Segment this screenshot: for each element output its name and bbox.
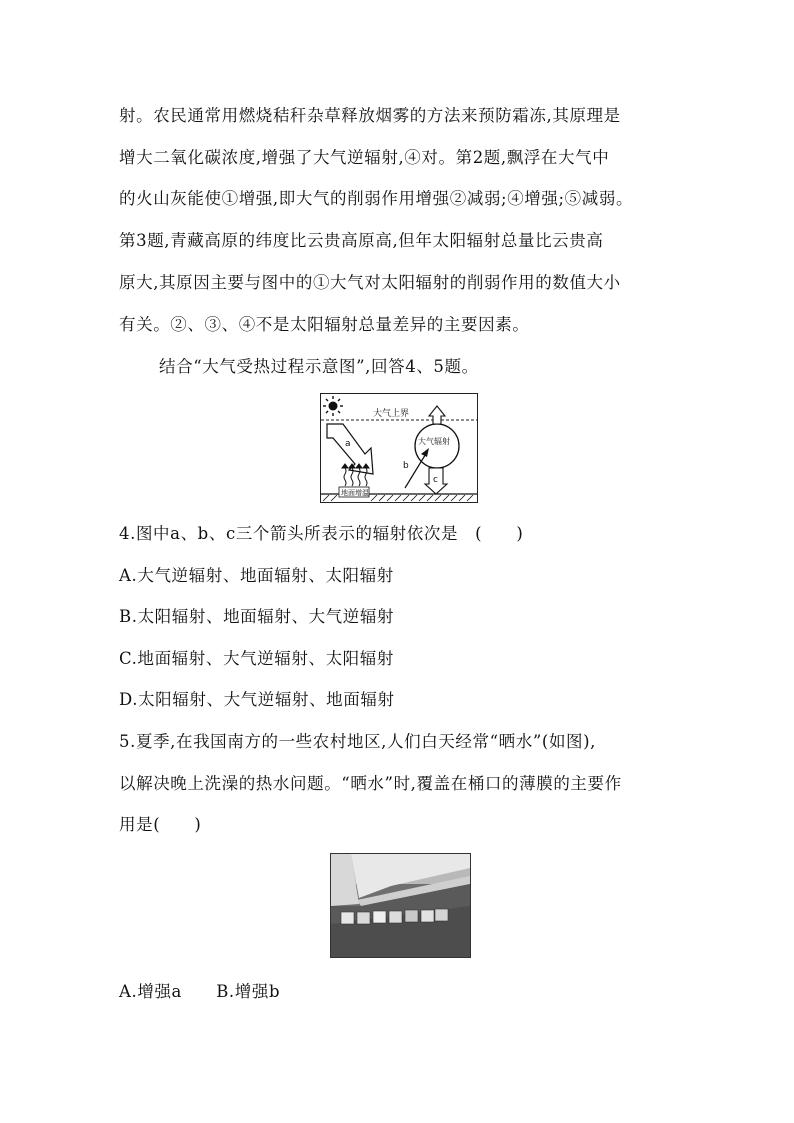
atmosphere-radiation-label: 大气辐射 xyxy=(418,437,450,446)
arrow-a-label: a xyxy=(345,439,351,449)
atmosphere-heating-diagram xyxy=(320,393,478,503)
arrow-c-label: c xyxy=(433,475,438,485)
bucket-photo-svg xyxy=(331,854,470,957)
intro-text: 结合“大气受热过程示意图”,回答4、5题。 xyxy=(159,357,479,376)
upper-atmosphere-label: 大气上界 xyxy=(373,409,410,419)
explanation-line-1: 射。农民通常用燃烧秸秆杂草释放烟雾的方法来预防霜冻,其原理是 xyxy=(119,106,621,125)
q5-stem-line-1: 5.夏季,在我国南方的一些农村地区,人们白天经常“晒水”(如图), xyxy=(119,732,597,751)
q4-option-c: C.地面辐射、大气逆辐射、太阳辐射 xyxy=(119,649,394,668)
q4-option-a: A.大气逆辐射、地面辐射、太阳辐射 xyxy=(119,566,394,585)
explanation-line-4: 第3题,青藏高原的纬度比云贵高原高,但年太阳辐射总量比云贵高 xyxy=(119,231,604,250)
q4-option-b: B.太阳辐射、地面辐射、大气逆辐射 xyxy=(119,607,395,626)
q4-stem: 4.图中a、b、c三个箭头所表示的辐射依次是 ( ) xyxy=(119,524,524,543)
q5-stem-line-3: 用是( ) xyxy=(119,815,202,834)
sun-icon xyxy=(323,396,343,416)
upward-radiation-arrow-icon xyxy=(429,406,445,424)
q4-option-d: D.太阳辐射、大气逆辐射、地面辐射 xyxy=(119,690,395,709)
bucket-photo xyxy=(330,853,471,958)
explanation-line-5: 原大,其原因主要与图中的①大气对太阳辐射的削弱作用的数值大小 xyxy=(119,273,621,292)
explanation-line-3: 的火山灰能使①增强,即大气的削弱作用增强②减弱;④增强;⑤减弱。 xyxy=(119,189,634,208)
q5-options: A.增强a B.增强b xyxy=(119,982,281,1001)
arrow-b-label: b xyxy=(403,461,409,471)
ground-heating-label: 地面增温 xyxy=(341,489,369,497)
diagram-svg xyxy=(321,394,477,502)
q5-stem-line-2: 以解决晚上洗澡的热水问题。“晒水”时,覆盖在桶口的薄膜的主要作 xyxy=(119,774,622,793)
explanation-line-6: 有关。②、③、④不是太阳辐射总量差异的主要因素。 xyxy=(119,315,530,334)
explanation-line-2: 增大二氧化碳浓度,增强了大气逆辐射,④对。第2题,飘浮在大气中 xyxy=(119,148,610,167)
